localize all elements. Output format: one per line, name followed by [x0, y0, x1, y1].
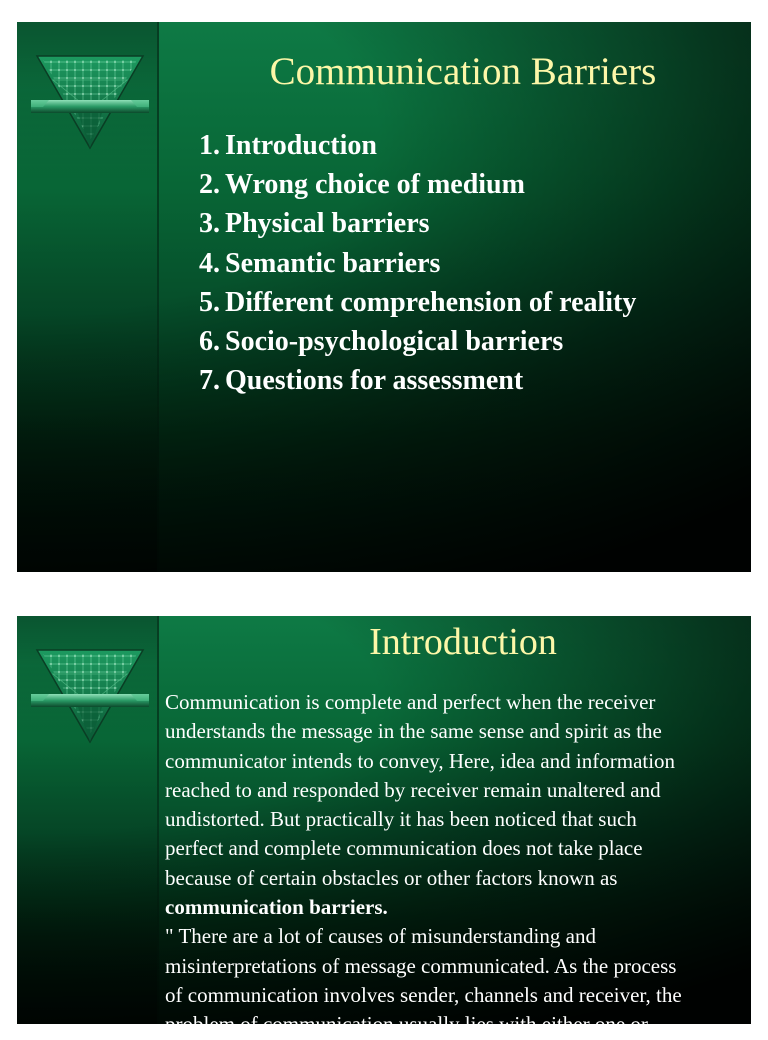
text-line: Communication is complete and perfect when the receiver	[165, 690, 656, 714]
slide-body-text	[165, 688, 755, 1040]
list-item: 5. Different comprehension of reality	[199, 286, 637, 318]
inverted-triangle-circuit-emblem-icon	[31, 644, 149, 748]
text-line: perfect and complete communication does not take place	[165, 836, 643, 861]
slide-introduction	[17, 616, 751, 1037]
slide-title: Introduction	[369, 621, 557, 663]
text-line: undistorted. But practically it has been noticed that such	[165, 807, 637, 832]
text-line: " There are a lot of causes of misunderstanding and	[165, 924, 596, 949]
text-line: because of certain obstacles or other factors known as	[165, 865, 618, 890]
text-line: problem of communication usually lies with either one or	[165, 1012, 648, 1037]
text-line: reached to and responded by receiver remain unaltered and	[165, 777, 661, 802]
text-line: understands the message in the same sense and spirit as the	[165, 719, 662, 744]
text-line-bold: communication barriers.	[165, 895, 388, 920]
text-line: misinterpretations of message communicated. As the process	[165, 953, 677, 978]
slide-communication-barriers	[17, 22, 751, 572]
topic-list	[199, 126, 636, 400]
list-item: 7. Questions for assessment	[199, 365, 524, 397]
slide-title: Communication Barriers	[269, 50, 657, 93]
list-item: 6. Socio-psychological barriers	[199, 326, 564, 358]
text-line: communicator intends to convey, Here, idea and information	[165, 748, 676, 773]
list-item: 2. Wrong choice of medium	[199, 169, 525, 201]
list-item: 3. Physical barriers	[199, 208, 430, 240]
list-item: 4. Semantic barriers	[199, 247, 441, 279]
inverted-triangle-circuit-emblem-icon	[31, 50, 149, 154]
text-line: of communication involves sender, channels and receiver, the	[165, 982, 682, 1007]
list-item: 1. Introduction	[199, 130, 377, 161]
